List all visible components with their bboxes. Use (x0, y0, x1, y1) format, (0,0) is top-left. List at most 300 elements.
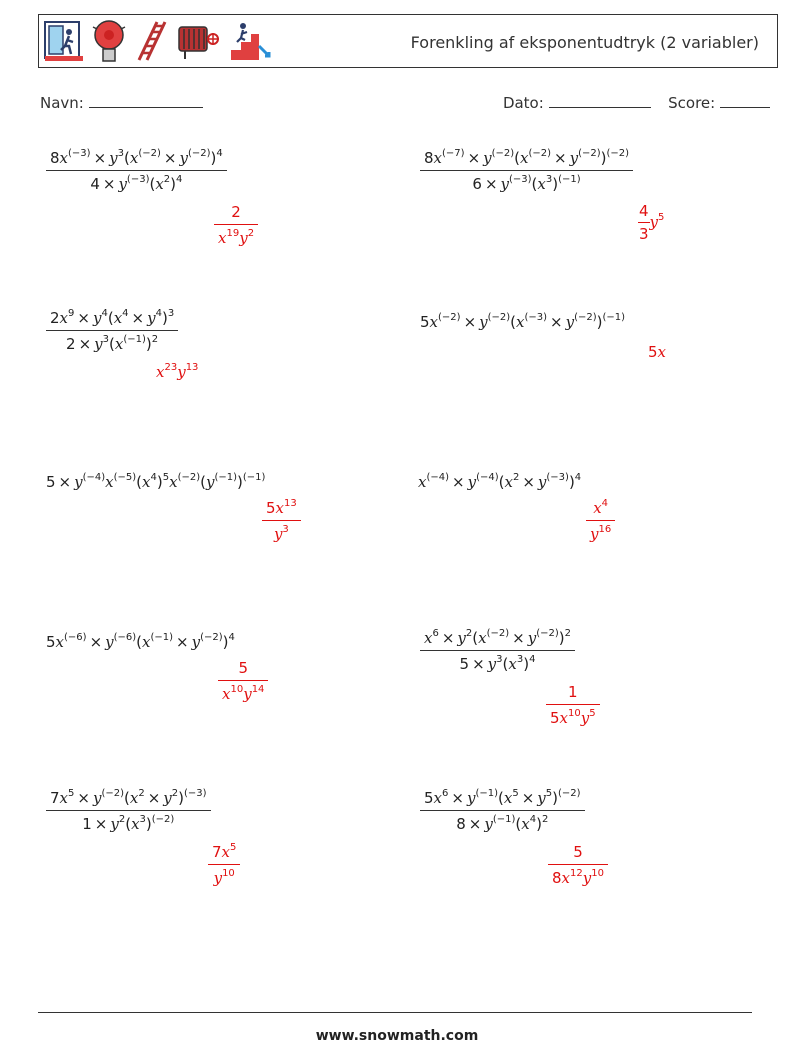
exponent: 6 (432, 628, 439, 639)
problem-1-fraction (46, 148, 227, 193)
problem-1-numerator (46, 148, 227, 171)
operator: × (484, 175, 498, 193)
math-token: ) (568, 473, 575, 491)
math-token: y (74, 473, 83, 491)
numerator (638, 202, 650, 223)
exponent: (−2) (558, 788, 581, 799)
exponent: 5 (68, 788, 75, 799)
exponent: 5 (512, 788, 519, 799)
exponent: (−2) (574, 312, 597, 323)
math-token: x (561, 869, 571, 887)
exponent: 9 (68, 308, 75, 319)
math-token: y (191, 633, 201, 651)
exponent: (−7) (442, 148, 465, 159)
denominator (208, 865, 240, 887)
exponent: (−2) (138, 148, 161, 159)
math-token: ( (531, 175, 538, 193)
math-token: ) (558, 629, 565, 647)
denominator (214, 225, 258, 247)
math-token: x (478, 629, 487, 647)
exponent: 4 (228, 632, 235, 643)
math-token: y (483, 149, 492, 167)
exponent: 14 (251, 684, 265, 695)
answer-2 (638, 202, 664, 243)
expression (648, 342, 666, 361)
numerator (548, 842, 608, 865)
math-token: y (649, 213, 659, 231)
exponent: 10 (591, 868, 604, 879)
exponent: 2 (541, 814, 549, 825)
math-token: x (537, 175, 546, 193)
math-token: y (177, 363, 186, 381)
math-token: x (657, 343, 667, 361)
name-field[interactable] (40, 94, 203, 112)
math-token: y (243, 685, 252, 703)
math-token: ) (600, 149, 607, 167)
problem-8-fraction (420, 628, 575, 673)
exponent: (−1) (475, 788, 498, 799)
exponent: (−6) (113, 632, 137, 643)
numerator (586, 498, 615, 521)
math-token: x (105, 473, 114, 491)
exponent: (−4) (426, 472, 450, 483)
worksheet-title: Forenkling af eksponentudtryk (2 variabler) (410, 33, 759, 52)
math-token: 5 (550, 709, 560, 727)
exponent: 4 (529, 654, 536, 665)
math-token: x (433, 149, 443, 167)
exponent: (−1) (558, 174, 581, 185)
math-token: 8 (424, 149, 434, 167)
exponent: 3 (117, 148, 124, 159)
exponent: 4 (101, 308, 108, 319)
math-token: y (569, 149, 579, 167)
problem-8 (420, 628, 575, 673)
math-token: 5 (424, 789, 434, 807)
math-token: y (94, 335, 103, 353)
math-token: ) (178, 789, 184, 807)
operator: × (441, 629, 455, 647)
math-token: y (484, 815, 493, 833)
exponent: 4 (574, 472, 582, 483)
math-token: y (109, 149, 118, 167)
math-token: ( (109, 335, 115, 353)
name-blank[interactable] (89, 95, 203, 108)
math-token: x (59, 149, 69, 167)
exponent: 3 (167, 308, 175, 319)
math-token: ) (156, 473, 163, 491)
operator: × (176, 633, 189, 651)
math-token: ( (498, 789, 504, 807)
expression (46, 632, 235, 651)
math-token: x (504, 473, 513, 491)
problem-2-fraction (420, 148, 633, 193)
problem-10-numerator (420, 788, 585, 811)
math-token: ( (510, 313, 517, 331)
numerator (546, 682, 600, 705)
exponent: (−2) (528, 148, 552, 159)
math-token: x (222, 685, 231, 703)
exponent: (−2) (487, 312, 511, 323)
problem-5 (46, 472, 265, 491)
exponent: 4 (216, 148, 223, 159)
math-token: 4 (90, 175, 100, 193)
fire-hose-reel-icon (177, 21, 221, 61)
operator: × (77, 309, 90, 327)
math-token: 5 (46, 473, 56, 491)
problem-7 (46, 632, 235, 651)
math-token: ( (124, 149, 130, 167)
math-token: ( (107, 309, 114, 327)
denominator (548, 865, 608, 887)
answer-5 (262, 498, 301, 543)
math-token: 2 (66, 335, 76, 353)
math-token: y (205, 473, 215, 491)
math-token: x (429, 313, 439, 331)
exponent: 13 (284, 498, 297, 509)
exponent: 3 (545, 174, 553, 185)
problem-2 (420, 148, 633, 193)
denominator (586, 521, 615, 543)
math-token: y (467, 473, 477, 491)
exponent: 2 (247, 228, 255, 239)
math-token: 7 (50, 789, 60, 807)
exponent: (−3) (184, 788, 207, 799)
exponent: (−4) (476, 472, 499, 483)
math-token: ( (472, 629, 479, 647)
math-token: x (169, 473, 178, 491)
exponent: 2 (564, 628, 571, 639)
expression (156, 362, 198, 381)
denominator (218, 681, 268, 703)
problem-4 (420, 312, 625, 331)
math-token: 6 (472, 175, 482, 193)
operator: × (467, 149, 481, 167)
problem-2-denominator (420, 171, 633, 193)
exponent: (−6) (64, 632, 87, 643)
exponent: 3 (496, 654, 503, 665)
problem-9 (46, 788, 211, 833)
operator: × (163, 149, 177, 167)
exponent: (−2) (606, 148, 630, 159)
math-token: x (131, 815, 140, 833)
fraction (218, 658, 268, 703)
denominator (262, 521, 301, 543)
math-token: x (129, 789, 139, 807)
fraction (262, 498, 301, 543)
exponent: (−1) (242, 472, 266, 483)
math-token: ) (145, 335, 152, 353)
math-token: y (466, 789, 476, 807)
math-token: x (155, 175, 164, 193)
exponent: 4 (150, 472, 157, 483)
math-token: y (105, 633, 114, 651)
math-token: y (163, 789, 172, 807)
math-token: ) (523, 655, 530, 673)
answer-4 (648, 342, 666, 361)
operator: × (522, 473, 535, 491)
date-blank[interactable] (549, 95, 651, 108)
fire-alarm-bell-icon (91, 19, 127, 63)
fraction (208, 842, 240, 887)
exponent: 6 (442, 788, 449, 799)
numerator (214, 202, 258, 225)
answer-3 (156, 362, 198, 381)
exponent: (−3) (546, 472, 569, 483)
exponent: (−1) (602, 312, 626, 323)
exponent: (−1) (214, 472, 238, 483)
problem-1 (46, 148, 227, 193)
exponent: (−2) (151, 814, 175, 825)
exponent: (−2) (536, 628, 559, 639)
exponent: 10 (568, 708, 581, 719)
math-token: ( (515, 815, 522, 833)
problem-8-numerator (420, 628, 575, 651)
math-token: y (273, 525, 283, 543)
math-token: 2 (50, 309, 60, 327)
exponent: (−3) (524, 312, 548, 323)
exponent: 4 (601, 498, 609, 509)
math-token: x (516, 313, 525, 331)
exponent: (−3) (509, 174, 532, 185)
math-token: x (129, 149, 139, 167)
math-token: ( (502, 655, 509, 673)
exponent: (−2) (177, 472, 201, 483)
exponent: 2 (151, 334, 159, 345)
exponent: 5 (589, 708, 596, 719)
math-token: 7 (212, 843, 222, 861)
operator: × (451, 789, 464, 807)
math-token: y (92, 309, 102, 327)
math-token: ) (161, 309, 168, 327)
operator: × (94, 815, 108, 833)
math-token: x (593, 499, 602, 517)
expression (46, 472, 265, 491)
exponent: (−2) (491, 148, 515, 159)
problem-3-fraction (46, 308, 178, 353)
math-token: x (114, 335, 124, 353)
math-token: y (582, 869, 592, 887)
math-token: y (479, 313, 488, 331)
operator: × (512, 629, 525, 647)
operator: × (463, 313, 477, 331)
math-token: x (424, 629, 433, 647)
fraction (546, 682, 600, 727)
math-token: 5 (420, 313, 430, 331)
math-token: ( (498, 473, 505, 491)
math-token: x (156, 363, 165, 381)
exponent: 5 (658, 212, 665, 223)
fraction (586, 498, 615, 543)
math-token: ( (136, 633, 143, 651)
operator: × (550, 313, 563, 331)
math-token: ) (536, 815, 542, 833)
answer-6 (586, 498, 615, 543)
exponent: (−2) (438, 312, 461, 323)
math-token: y (537, 789, 546, 807)
math-token: y (239, 229, 248, 247)
exponent: 5 (230, 842, 237, 853)
fraction (548, 842, 608, 887)
math-token: y (500, 175, 509, 193)
exponent: (−3) (126, 174, 150, 185)
problem-9-denominator (46, 811, 211, 833)
math-token: y (487, 655, 497, 673)
denominator (638, 223, 650, 243)
exponent: (−1) (150, 632, 174, 643)
operator: × (131, 309, 145, 327)
exponent: 2 (138, 788, 145, 799)
exponent: 23 (164, 362, 178, 373)
math-token: ) (237, 473, 243, 491)
operator: × (89, 633, 103, 651)
problem-10 (420, 788, 585, 833)
math-token: ) (170, 175, 177, 193)
math-token: x (59, 309, 69, 327)
math-token: x (520, 149, 529, 167)
emergency-exit-icon (43, 20, 83, 62)
math-token: 4 (639, 202, 649, 220)
date-score-fields (503, 94, 770, 112)
math-token: ) (596, 313, 603, 331)
math-token: y (580, 709, 590, 727)
math-token: x (113, 309, 123, 327)
math-token: x (59, 789, 69, 807)
math-token: y (110, 815, 119, 833)
operator: × (521, 789, 535, 807)
exponent: 4 (529, 814, 537, 825)
exponent: 19 (226, 228, 240, 239)
fraction (214, 202, 258, 247)
exponent: (−5) (113, 472, 137, 483)
math-token: ) (145, 815, 152, 833)
answer-8 (546, 682, 600, 727)
math-token: x (221, 843, 231, 861)
footer-site-link[interactable]: www.snowmath.com (315, 1028, 479, 1044)
math-token: 1 (568, 683, 578, 701)
math-token: x (142, 633, 151, 651)
exponent: 12 (570, 868, 583, 879)
operator: × (102, 175, 116, 193)
math-token: ( (136, 473, 143, 491)
problem-3 (46, 308, 178, 353)
math-token: ( (125, 815, 132, 833)
exponent: (−1) (492, 814, 516, 825)
operator: × (93, 149, 107, 167)
math-token: 5 (648, 343, 658, 361)
math-token: ( (124, 789, 130, 807)
math-token: 3 (639, 225, 649, 243)
exponent: (−3) (68, 148, 91, 159)
exponent: 10 (230, 684, 244, 695)
math-token: x (218, 229, 227, 247)
math-token: y (147, 309, 156, 327)
math-token: 1 (82, 815, 92, 833)
exponent: 3 (282, 524, 289, 535)
math-token: 5 (266, 499, 276, 517)
math-token: 5 (46, 633, 56, 651)
expression (420, 312, 625, 331)
math-token: x (521, 815, 530, 833)
math-token: ) (552, 789, 558, 807)
exponent: 3 (102, 334, 110, 345)
math-token: 8 (552, 869, 562, 887)
problem-2-numerator (420, 148, 633, 171)
math-token: y (118, 175, 127, 193)
exponent: 2 (163, 174, 171, 185)
problem-6 (418, 472, 581, 491)
problem-9-fraction (46, 788, 211, 833)
math-token: y (565, 313, 575, 331)
score-blank[interactable] (720, 95, 770, 108)
problem-8-denominator (420, 651, 575, 673)
exponent: 16 (598, 524, 612, 535)
exponent: 4 (122, 308, 129, 319)
math-token: 5 (459, 655, 470, 673)
math-token: x (508, 655, 517, 673)
problem-3-numerator (46, 308, 178, 331)
math-token: ( (200, 473, 206, 491)
footer-divider (38, 1012, 752, 1013)
math-token: x (433, 789, 443, 807)
math-token: x (142, 473, 151, 491)
math-token: y (527, 629, 537, 647)
math-token: x (418, 473, 427, 491)
exponent: (−2) (578, 148, 601, 159)
math-token: 2 (231, 203, 241, 221)
header-icons (43, 18, 273, 64)
math-token: x (55, 633, 65, 651)
numerator (262, 498, 301, 521)
operator: × (78, 335, 92, 353)
score-label: Score: (668, 94, 716, 112)
operator: × (147, 789, 161, 807)
expression (418, 472, 581, 491)
denominator (546, 705, 600, 727)
exponent: (−2) (486, 628, 510, 639)
operator: × (77, 789, 90, 807)
math-token: 5 (573, 843, 583, 861)
name-label: Navn: (40, 94, 84, 112)
worksheet-header (38, 14, 778, 68)
exponent: 5 (162, 472, 170, 483)
operator: × (468, 815, 482, 833)
exponent: 13 (185, 362, 199, 373)
exponent: 2 (171, 788, 179, 799)
exponent: 3 (516, 654, 524, 665)
exponent: (−1) (123, 334, 146, 345)
math-token: y (179, 149, 188, 167)
math-token: x (559, 709, 569, 727)
numerator (208, 842, 240, 865)
math-token: 5 (238, 659, 248, 677)
date-label: Dato: (502, 94, 544, 112)
answer-9 (208, 842, 240, 887)
answer-7 (218, 658, 268, 703)
math-token: x (503, 789, 513, 807)
answer-10 (548, 842, 608, 887)
exponent: 4 (176, 174, 183, 185)
math-token: ) (210, 149, 217, 167)
math-token: y (457, 629, 466, 647)
operator: × (554, 149, 567, 167)
exponent: (−2) (200, 632, 223, 643)
exponent: 4 (155, 308, 162, 319)
math-token: 8 (456, 815, 466, 833)
exponent: 2 (512, 472, 520, 483)
exponent: (−2) (187, 148, 211, 159)
math-token: y (92, 789, 102, 807)
math-token: y (213, 869, 223, 887)
